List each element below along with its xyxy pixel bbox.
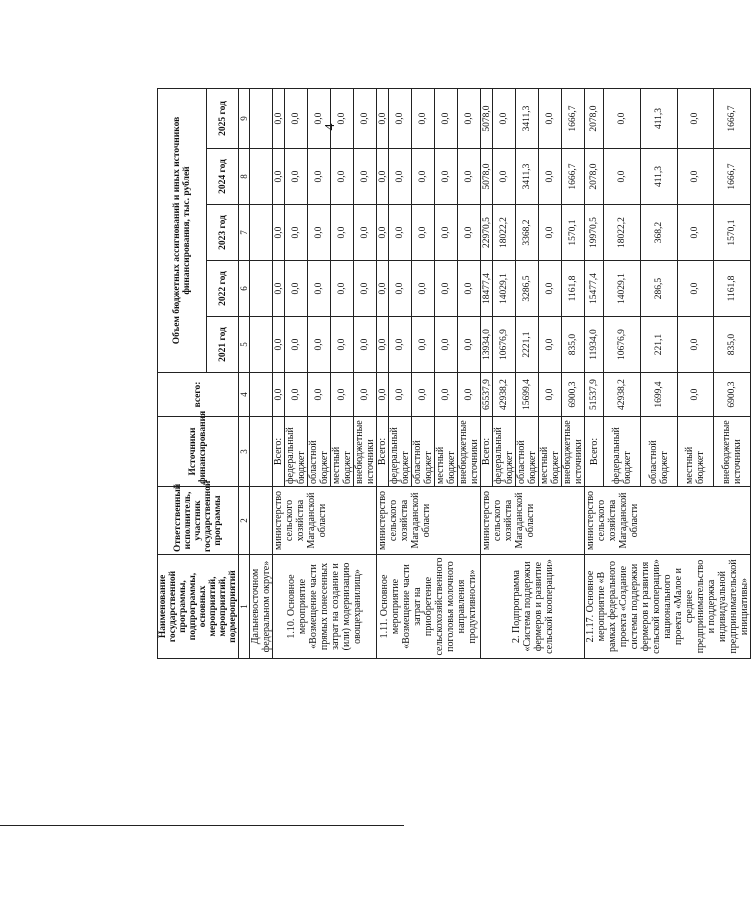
amount-cell: 0,0: [308, 373, 331, 417]
amount-cell: 0,0: [285, 149, 308, 205]
executor: министерство сельского хозяйства Магаданской области: [585, 487, 751, 555]
amount-cell: 0,0: [331, 205, 354, 261]
amount-cell: 0,0: [493, 88, 516, 148]
amount-cell: 3411,3: [516, 88, 539, 148]
page-number: 4: [323, 123, 338, 131]
amount-cell: 0,0: [354, 261, 377, 317]
amount-cell: 0,0: [273, 317, 285, 373]
amount-cell: 0,0: [539, 88, 562, 148]
amount-cell: 221,1: [640, 317, 677, 373]
amount-cell: 368,2: [640, 205, 677, 261]
amount-cell: 0,0: [539, 149, 562, 205]
column-number: 2: [239, 487, 250, 555]
empty-cell: [250, 149, 273, 205]
activity-name: 1.10. Основное мероприятие «Возмещение части прямых понесенных затрат на создание и (или) модернизацию овощехранилищ»: [273, 555, 377, 659]
table-row: [481, 88, 493, 658]
amount-cell: 0,0: [354, 88, 377, 148]
amount-cell: 0,0: [412, 205, 435, 261]
amount-cell: 15477,4: [585, 261, 604, 317]
column-number: 8: [239, 149, 250, 205]
header-year: 2025 год: [207, 88, 239, 148]
funding-source: федеральный бюджет: [493, 417, 516, 487]
amount-cell: 0,0: [539, 261, 562, 317]
amount-cell: 0,0: [458, 261, 481, 317]
amount-cell: 0,0: [493, 149, 516, 205]
amount-cell: 0,0: [285, 317, 308, 373]
amount-cell: 286,5: [640, 261, 677, 317]
empty-cell: [250, 317, 273, 373]
header-executor: Ответственный исполнитель, участник государственной программы: [158, 487, 239, 555]
amount-cell: 0,0: [539, 205, 562, 261]
table-row: [585, 88, 604, 658]
empty-cell: [250, 205, 273, 261]
amount-cell: 0,0: [377, 88, 389, 148]
amount-cell: 0,0: [435, 373, 458, 417]
table-row: [377, 88, 389, 658]
amount-cell: 3286,5: [516, 261, 539, 317]
amount-cell: 0,0: [435, 261, 458, 317]
column-number: 4: [239, 373, 250, 417]
amount-cell: 0,0: [412, 88, 435, 148]
amount-cell: 1666,7: [562, 88, 585, 148]
funding-source: областной бюджет: [516, 417, 539, 487]
column-number: 6: [239, 261, 250, 317]
header-group: Объем бюджетных ассигнований и иных источников финансирования, тыс. рублей: [158, 88, 207, 372]
amount-cell: 0,0: [435, 149, 458, 205]
amount-cell: 42938,2: [604, 373, 641, 417]
amount-cell: 0,0: [389, 373, 412, 417]
funding-source: Всего:: [273, 417, 285, 487]
header-sources: Источники финансирования: [158, 417, 239, 487]
funding-source: областной бюджет: [308, 417, 331, 487]
amount-cell: 2221,1: [516, 317, 539, 373]
amount-cell: 6900,3: [714, 373, 751, 417]
amount-cell: 835,0: [562, 317, 585, 373]
column-number: 7: [239, 205, 250, 261]
funding-source: Всего:: [377, 417, 389, 487]
funding-table: [157, 88, 751, 659]
amount-cell: 835,0: [714, 317, 751, 373]
funding-source: областной бюджет: [412, 417, 435, 487]
funding-source: федеральный бюджет: [285, 417, 308, 487]
amount-cell: 22970,5: [481, 205, 493, 261]
amount-cell: 0,0: [354, 317, 377, 373]
amount-cell: 1161,8: [562, 261, 585, 317]
funding-source: внебюджетные источники: [562, 417, 585, 487]
amount-cell: 0,0: [308, 88, 331, 148]
column-number: 1: [239, 555, 250, 659]
amount-cell: 1161,8: [714, 261, 751, 317]
rotated-table-wrapper: [157, 89, 750, 659]
amount-cell: 0,0: [435, 88, 458, 148]
amount-cell: 1570,1: [714, 205, 751, 261]
amount-cell: 5078,0: [481, 88, 493, 148]
amount-cell: 11934,0: [585, 317, 604, 373]
amount-cell: 3411,3: [516, 149, 539, 205]
amount-cell: 2078,0: [585, 149, 604, 205]
amount-cell: 0,0: [458, 88, 481, 148]
funding-source: внебюджетные источники: [714, 417, 751, 487]
empty-cell: [250, 373, 273, 417]
amount-cell: 0,0: [412, 261, 435, 317]
amount-cell: 0,0: [677, 317, 714, 373]
column-number: 3: [239, 417, 250, 487]
amount-cell: 0,0: [331, 373, 354, 417]
amount-cell: 0,0: [458, 205, 481, 261]
executor: министерство сельского хозяйства Магаданской области: [377, 487, 481, 555]
amount-cell: 0,0: [377, 205, 389, 261]
amount-cell: 0,0: [308, 261, 331, 317]
amount-cell: 0,0: [331, 261, 354, 317]
amount-cell: 3368,2: [516, 205, 539, 261]
amount-cell: 1666,7: [562, 149, 585, 205]
amount-cell: 1666,7: [714, 149, 751, 205]
amount-cell: 65537,9: [481, 373, 493, 417]
funding-source: федеральный бюджет: [389, 417, 412, 487]
amount-cell: 0,0: [412, 373, 435, 417]
amount-cell: 14029,1: [604, 261, 641, 317]
empty-cell: [250, 417, 273, 487]
amount-cell: 0,0: [677, 373, 714, 417]
amount-cell: 0,0: [354, 205, 377, 261]
amount-cell: 0,0: [377, 317, 389, 373]
header-year: 2022 год: [207, 261, 239, 317]
amount-cell: 14029,1: [493, 261, 516, 317]
amount-cell: 0,0: [308, 149, 331, 205]
amount-cell: 0,0: [412, 149, 435, 205]
amount-cell: 0,0: [677, 261, 714, 317]
amount-cell: 0,0: [331, 88, 354, 148]
amount-cell: 0,0: [377, 261, 389, 317]
amount-cell: 0,0: [389, 149, 412, 205]
empty-cell: [250, 261, 273, 317]
funding-source: областной бюджет: [640, 417, 677, 487]
amount-cell: 1570,1: [562, 205, 585, 261]
empty-cell: [250, 487, 273, 555]
empty-cell: [250, 88, 273, 148]
amount-cell: 0,0: [435, 205, 458, 261]
amount-cell: 0,0: [273, 149, 285, 205]
amount-cell: 13934,0: [481, 317, 493, 373]
funding-source: Всего:: [481, 417, 493, 487]
funding-source: внебюджетные источники: [458, 417, 481, 487]
activity-name: 2.1.17. Основное мероприятие «В рамках федерального проекта «Создание системы поддержки фермеров и развития сельской кооперации» национального проекта «Малое и среднее предпринимательство и поддержка индивидуальной предпринимательской инициативы»: [585, 555, 751, 659]
amount-cell: 0,0: [539, 317, 562, 373]
funding-source: внебюджетные источники: [354, 417, 377, 487]
amount-cell: 0,0: [389, 261, 412, 317]
amount-cell: 0,0: [354, 149, 377, 205]
amount-cell: 1699,4: [640, 373, 677, 417]
amount-cell: 0,0: [458, 149, 481, 205]
amount-cell: 10676,9: [604, 317, 641, 373]
header-total: всего:: [158, 373, 239, 417]
amount-cell: 0,0: [377, 149, 389, 205]
amount-cell: 0,0: [389, 205, 412, 261]
amount-cell: 0,0: [331, 149, 354, 205]
header-name: Наименование государственной программы, подпрограммы, основных мероприятий, мероприятий, подмероприятий: [158, 555, 239, 659]
amount-cell: 0,0: [389, 317, 412, 373]
amount-cell: 411,3: [640, 149, 677, 205]
continued-name: Дальневосточном федеральном округе»: [250, 555, 273, 659]
amount-cell: 0,0: [435, 317, 458, 373]
amount-cell: 0,0: [677, 205, 714, 261]
activity-name: 1.11. Основное мероприятие «Возмещение части затрат на приобретение сельскохозяйственного поголовья молочного направления продуктивности»: [377, 555, 481, 659]
amount-cell: 1666,7: [714, 88, 751, 148]
amount-cell: 0,0: [458, 317, 481, 373]
amount-cell: 0,0: [308, 205, 331, 261]
amount-cell: 51537,9: [585, 373, 604, 417]
amount-cell: 5078,0: [481, 149, 493, 205]
amount-cell: 0,0: [677, 149, 714, 205]
amount-cell: 0,0: [273, 373, 285, 417]
amount-cell: 411,3: [640, 88, 677, 148]
horizontal-rule: [0, 825, 404, 826]
amount-cell: 10676,9: [493, 317, 516, 373]
amount-cell: 0,0: [285, 88, 308, 148]
amount-cell: 0,0: [308, 317, 331, 373]
amount-cell: 18022,2: [493, 205, 516, 261]
funding-source: местный бюджет: [331, 417, 354, 487]
amount-cell: 0,0: [458, 373, 481, 417]
amount-cell: 0,0: [285, 261, 308, 317]
amount-cell: 0,0: [273, 261, 285, 317]
table-row: [273, 88, 285, 658]
funding-source: местный бюджет: [539, 417, 562, 487]
amount-cell: 0,0: [604, 149, 641, 205]
funding-source: Всего:: [585, 417, 604, 487]
activity-name: 2. Подпрограмма «Система поддержки фермеров и развитие сельской кооперации»: [481, 555, 585, 659]
amount-cell: 0,0: [273, 205, 285, 261]
executor: министерство сельского хозяйства Магаданской области: [273, 487, 377, 555]
amount-cell: 0,0: [389, 88, 412, 148]
amount-cell: 0,0: [539, 373, 562, 417]
amount-cell: 0,0: [412, 317, 435, 373]
amount-cell: 42938,2: [493, 373, 516, 417]
funding-source: федеральный бюджет: [604, 417, 641, 487]
funding-source: местный бюджет: [677, 417, 714, 487]
amount-cell: 0,0: [273, 88, 285, 148]
amount-cell: 15699,4: [516, 373, 539, 417]
amount-cell: 18022,2: [604, 205, 641, 261]
header-year: 2023 год: [207, 205, 239, 261]
amount-cell: 0,0: [331, 317, 354, 373]
amount-cell: 0,0: [377, 373, 389, 417]
amount-cell: 0,0: [285, 373, 308, 417]
amount-cell: 0,0: [285, 205, 308, 261]
column-number: 9: [239, 88, 250, 148]
amount-cell: 0,0: [604, 88, 641, 148]
amount-cell: 19970,5: [585, 205, 604, 261]
amount-cell: 0,0: [677, 88, 714, 148]
header-year: 2024 год: [207, 149, 239, 205]
column-number: 5: [239, 317, 250, 373]
amount-cell: 18477,4: [481, 261, 493, 317]
executor: министерство сельского хозяйства Магаданской области: [481, 487, 585, 555]
header-year: 2021 год: [207, 317, 239, 373]
funding-source: местный бюджет: [435, 417, 458, 487]
amount-cell: 6900,3: [562, 373, 585, 417]
amount-cell: 2078,0: [585, 88, 604, 148]
amount-cell: 0,0: [354, 373, 377, 417]
